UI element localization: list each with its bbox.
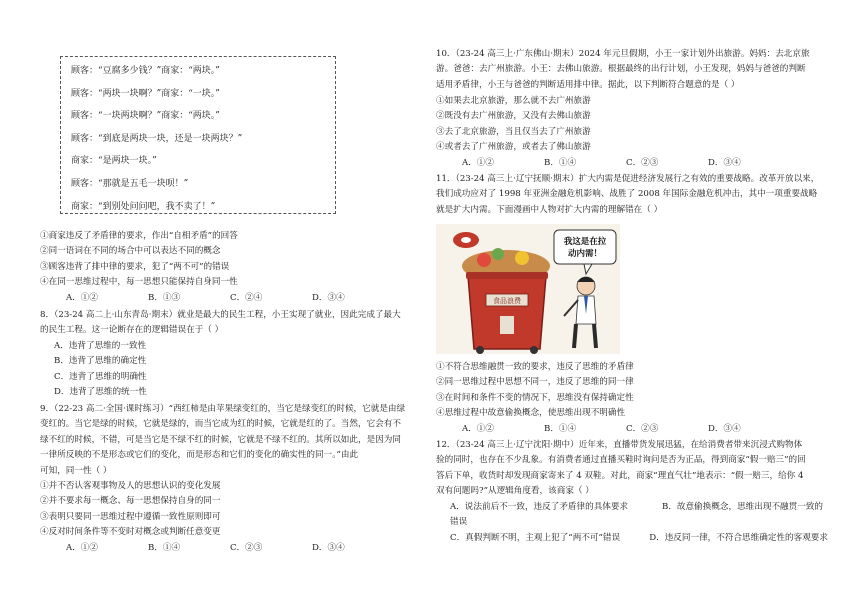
q7-options (40, 291, 410, 306)
statement: ③顾客违背了排中律的要求，犯了“两不可”的错误 (40, 261, 230, 272)
q7-statements (40, 229, 410, 291)
answer-option: A．①② (66, 543, 98, 553)
answer-option: D．③④ (312, 293, 345, 303)
q10-stem (436, 47, 828, 93)
bubble-line-2: 动内需！ (567, 249, 603, 259)
question-text: 游。爸爸：去广州旅游。小王：去佛山旅游。根据最终的出行计划，小王发现，妈妈与爸爸的判断 (436, 64, 806, 75)
statement: ③表明只要同一思维过程中遵循一致性原则即可 (40, 511, 221, 522)
bubble-line-1: 我这是在拉 (563, 237, 607, 247)
dialogue-line: 商家：“是两块一块。” (71, 156, 157, 167)
dialogue-line: 顾客：“到底是两块一块，还是一块两块？” (71, 133, 243, 144)
answer-option: B．①④ (544, 158, 577, 168)
answer-option: B．违背了思维的确定性 (54, 356, 147, 367)
statement: ③在时间和条件不变的情况下，思维没有保持确定性 (436, 392, 634, 403)
q9-stem (40, 402, 410, 479)
answer-option: C．违背了思维的明确性 (54, 371, 147, 382)
q12-option-a: A．说法前后不一致，违反了矛盾律的具体要求 (450, 502, 629, 512)
question-text: 一律所反映的不是形态或它们的变化，而是形态和它们的变化的确实性的同一。”由此 (40, 450, 359, 461)
q9-options (40, 541, 410, 556)
q11-options (436, 422, 828, 437)
question-text: 10．（23-24 高三上·广东佛山·期末）2024 年元旦假期，小王一家计划外出旅游。妈妈：去北京旅 (436, 49, 810, 59)
question-text: 11．（23-24 高三上·辽宁抚顺·期末）扩大内需是促进经济发展行之有效的重要战略。改革开放以来， (436, 174, 820, 184)
statement: ②既没有去广州旅游，又没有去佛山旅游 (436, 111, 591, 122)
question-text: 适用矛盾律，小王与爸爸的判断适用排中律。据此，以下判断符合题意的是（ ） (436, 79, 740, 90)
dialogue-line: 顾客：“那就是五毛一块呗！” (71, 178, 189, 189)
statement: ④或者去了广州旅游，或者去了佛山旅游 (436, 142, 591, 153)
question-text: 9．（22-23 高二·全国·课时练习）“西红柿是由苹果绿变红的，当它是绿变红的时候，它就是由绿 (40, 404, 406, 414)
question-text: 双有问题吗?”从逻辑角度看，该商家（ ） (436, 486, 594, 497)
statement: ①并不否认客观事物及人的思想认识的变化发展 (40, 481, 221, 491)
statement: ②同一语词在不同的场合中可以表达不同的概念 (40, 246, 221, 257)
q10-options (436, 156, 828, 171)
question-text: 的民生工程。这一论断存在的逻辑错误在于（ ） (40, 325, 224, 336)
question-text: 验的同时，也存在不少乱象。有消费者通过直播买鞋时询问是否为正品，得到商家“假一赔三”的回 (436, 455, 806, 466)
dialogue-line: 顾客：“豆腐多少钱？”商家：“两块。” (71, 66, 220, 76)
answer-option: A．违背了思维的一致性 (54, 341, 147, 351)
statement: ③去了北京旅游，当且仅当去了广州旅游 (436, 126, 591, 137)
answer-option: B．①④ (148, 543, 181, 553)
answer-option: C．②④ (230, 293, 263, 303)
dialogue-line: 顾客：“一块两块啊？”商家：“两块。” (71, 111, 220, 122)
answer-option: D．③④ (708, 158, 741, 168)
answer-option: D．③④ (708, 424, 741, 434)
statement: ①不符合思维融贯一致的要求，违反了思维的矛盾律 (436, 362, 634, 372)
q8-options (40, 339, 410, 401)
bin-label: 食品浪费 (493, 297, 521, 305)
question-text: 答后下单，收货时却发现商家寄来了 4 双鞋。对此，商家“理直气壮”地表示：“假一赔三，给你 4 (436, 470, 804, 481)
statement: ②同一思维过程中思想不同一，违反了思维的同一律 (436, 377, 634, 388)
answer-option: A．①② (462, 424, 494, 434)
question-text: 绿不红的时候，不错，可是当它是不绿不红的时候，它就是不绿不红的。其所以如此，是因为同 (40, 434, 401, 445)
answer-option: A．①② (66, 293, 98, 303)
q11-stem (436, 172, 828, 218)
q12-options (436, 500, 828, 546)
statement: ④在同一思维过程中，每一思想只能保持自身同一性 (40, 277, 238, 288)
question-text: 我们成功应对了 1998 年亚洲金融危机影响、战胜了 2008 年国际金融危机冲击，其中一项重要战略 (436, 189, 818, 200)
statement: ④反对时间条件等不变时对概念或判断任意变更 (40, 527, 221, 538)
answer-option: B．①③ (148, 293, 181, 303)
dialogue-box (60, 56, 336, 214)
statement: ①如果去北京旅游，那么就不去广州旅游 (436, 96, 591, 106)
answer-option: D．违背了思维的统一性 (54, 387, 147, 398)
statement: ①商家违反了矛盾律的要求，作出“自相矛盾”的回答 (40, 231, 238, 241)
q12-option-c: C．真假判断不明，主观上犯了“两不可”错误 (450, 532, 621, 543)
q12-option-b: B．故意偷换概念，思维出现不融贯一致的 (662, 502, 824, 512)
answer-option: C．②③ (626, 424, 659, 434)
answer-option: C．②③ (626, 158, 659, 168)
dialogue-line: 顾客：“两块一块啊？”商家：“一块。” (71, 88, 220, 99)
dialogue-line: 商家：“到别处问问吧，我不卖了！” (71, 201, 216, 212)
trash-bin-icon (468, 276, 546, 349)
answer-option: B．①④ (544, 424, 577, 434)
statement: ④思维过程中故意偷换概念，使思维出现不明确性 (436, 408, 626, 419)
q9-statements (40, 479, 410, 541)
q12-stem (436, 438, 828, 500)
question-text: 可知，同一性（ ） (40, 465, 112, 476)
q11-statements (436, 360, 828, 422)
cartoon-image (436, 224, 620, 354)
answer-option: A．①② (462, 158, 494, 168)
q12-option-b-cont: 错误 (450, 517, 468, 528)
q8-stem (40, 308, 410, 339)
question-text: 8．（23-24 高二上·山东青岛·期末）就业是最大的民生工程，小王实现了就业，因此完成了最大 (40, 310, 401, 320)
statement: ②并不要求每一概念、每一思想保持自身的同一 (40, 496, 221, 507)
q12-option-d: D．违反同一律，不符合思维确定性的客观要求 (649, 532, 828, 543)
question-text: 就是扩大内需。下面漫画中人物对扩大内需的理解错在（ ） (436, 204, 663, 215)
question-text: 12．（23-24 高三上·辽宁沈阳·期中）近年来，直播带货发展迅猛，在给消费者带来沉浸式购物体 (436, 440, 803, 450)
question-text: 变红的。当它是绿的时候，它就是绿的，而当它成为红的时候，它就是红的了。当然，它会有不 (40, 419, 401, 430)
answer-option: D．③④ (312, 543, 345, 553)
q10-statements (436, 94, 828, 156)
answer-option: C．②③ (230, 543, 263, 553)
